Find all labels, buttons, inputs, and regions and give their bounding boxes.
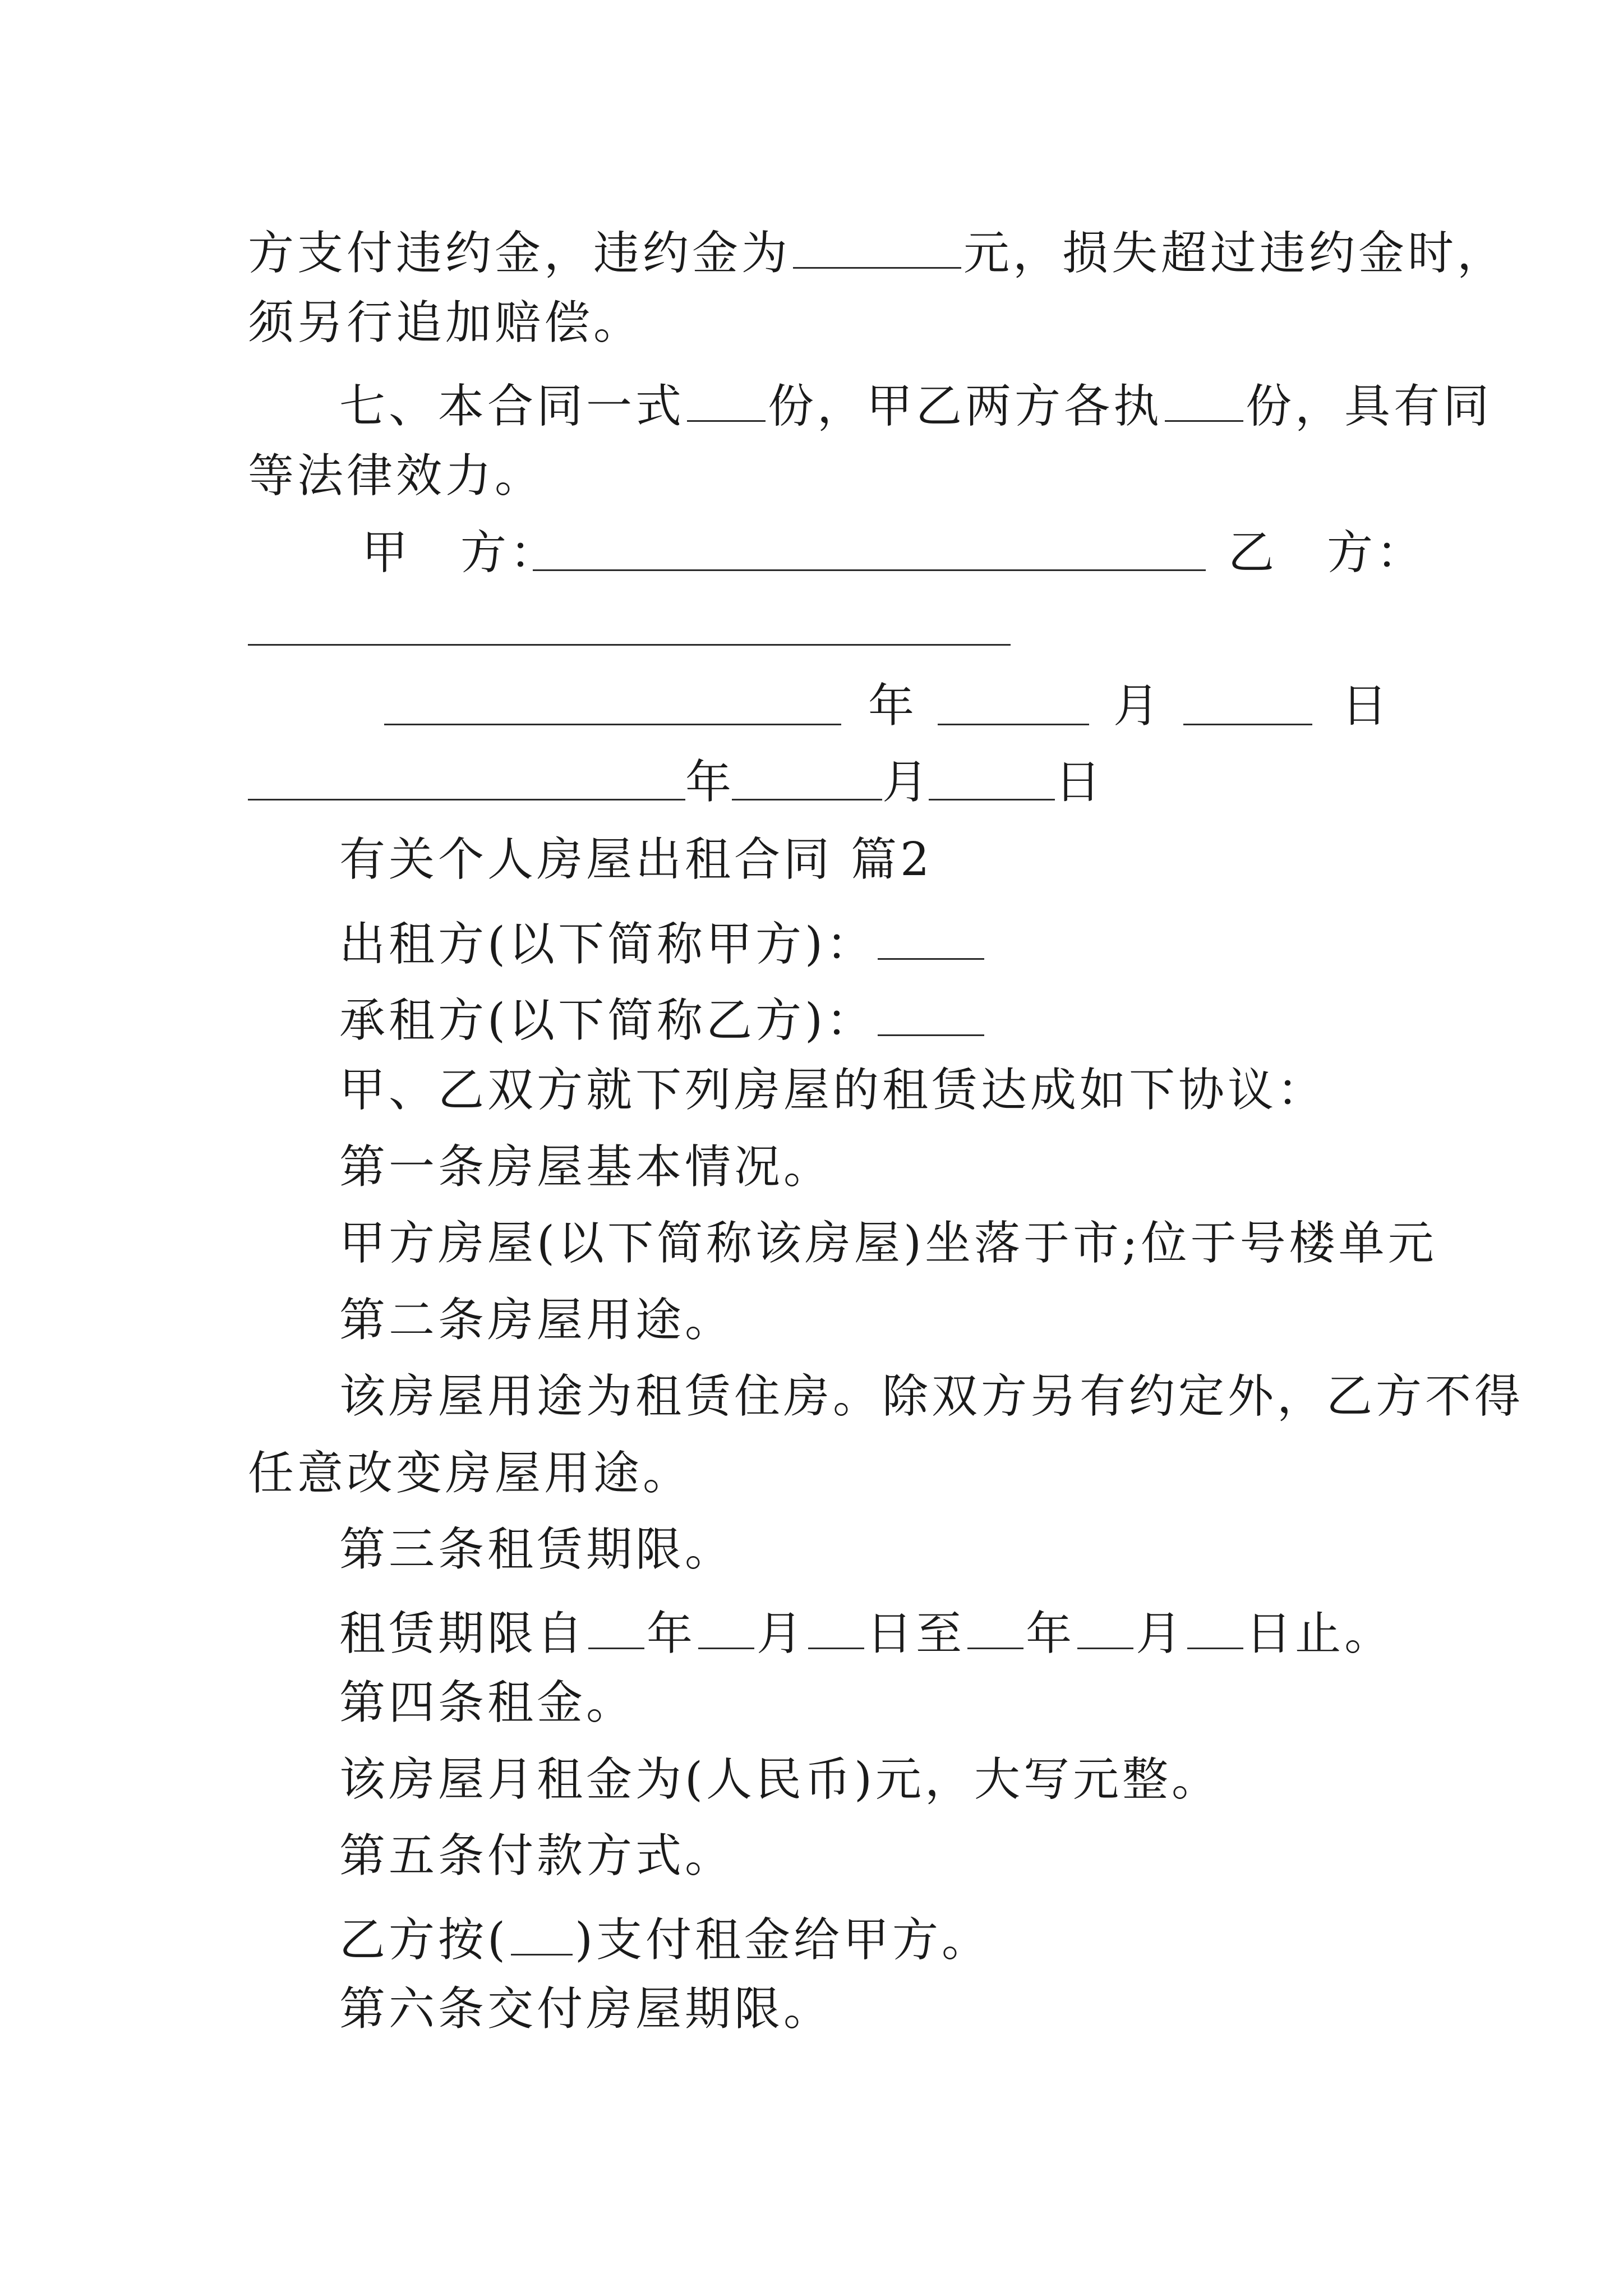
payment-text-b: )支付租金给甲方。: [575, 1913, 991, 1967]
party-a-year-label: 年: [868, 679, 918, 733]
legal-effect-text: 等法律效力。: [248, 449, 545, 503]
lessee-line: [339, 991, 986, 1047]
article-3-text: [339, 1604, 1394, 1660]
copies-total-blank: [687, 376, 766, 422]
start-month-label: 月: [757, 1607, 806, 1660]
article-5-text: [339, 1910, 991, 1967]
clause-compensation-line: [248, 296, 643, 349]
start-day-label: 日至: [866, 1607, 966, 1660]
compensation-text: 须另行追加赔偿。: [248, 296, 643, 349]
article-2-text-1: 该房屋用途为租赁住房。除双方另有约定外，乙方不得: [339, 1370, 1524, 1423]
party-b-signature-line: [248, 644, 1011, 646]
party-b-month-label: 月: [882, 756, 932, 809]
article-4-heading: 第四条租金。: [339, 1676, 636, 1729]
lessor-label: 出租方(以下简称甲方)：: [339, 917, 875, 971]
payment-text-a: 乙方按(: [339, 1913, 509, 1967]
end-day-label: 日止。: [1246, 1607, 1394, 1660]
article-4-text: 该房屋月租金为(人民币)元，大写元整。: [339, 1753, 1221, 1806]
end-day-blank: [1187, 1604, 1243, 1649]
party-a-label: 甲 方：: [362, 526, 560, 579]
party-a-day-label: 日: [1341, 679, 1391, 733]
party-b-date-blank: [248, 799, 685, 800]
party-a-signature-line: [533, 569, 1206, 571]
party-b-day-blank: [929, 799, 1055, 800]
article-1-heading: 第一条房屋基本情况。: [339, 1140, 833, 1194]
start-month-blank: [698, 1604, 754, 1649]
lease-period-label: 租赁期限自: [339, 1607, 587, 1660]
end-year-blank: [967, 1604, 1023, 1649]
copies-each-blank: [1165, 376, 1243, 422]
payment-method-blank: [511, 1910, 573, 1955]
article-1-text: 甲方房屋(以下简称该房屋)坐落于市;位于号楼单元: [339, 1217, 1437, 1270]
start-year-label: 年: [647, 1607, 697, 1660]
penalty-amount-blank: [793, 223, 961, 269]
end-year-label: 年: [1026, 1607, 1076, 1660]
party-a-month-blank: [938, 724, 1089, 725]
article-2-text-2: 任意改变房屋用途。: [248, 1447, 693, 1500]
party-a-date-blank: [384, 724, 841, 725]
end-month-blank: [1077, 1604, 1133, 1649]
party-a-day-blank: [1183, 724, 1312, 725]
lessor-blank: [878, 914, 984, 960]
party-b-year-label: 年: [685, 756, 735, 809]
start-year-blank: [588, 1604, 644, 1649]
start-day-blank: [808, 1604, 864, 1649]
copies-text-a: 七、本合同一式: [339, 379, 685, 433]
party-b-day-label: 日: [1055, 756, 1105, 809]
penalty-text-b: 元，损失超过违约金时，: [963, 226, 1507, 280]
copies-text-b: 份，甲乙两方各执: [768, 379, 1163, 433]
party-b-month-blank: [732, 799, 882, 800]
lessee-label: 承租方(以下简称乙方)：: [339, 993, 875, 1047]
clause-penalty-line: [248, 223, 1507, 280]
lessor-line: [339, 914, 986, 971]
contract-title: 有关个人房屋出租合同 篇2: [339, 833, 933, 886]
article-2-heading: 第二条房屋用途。: [339, 1294, 735, 1347]
intro-line: 甲、乙双方就下列房屋的租赁达成如下协议：: [339, 1064, 1327, 1117]
lessee-blank: [878, 991, 984, 1036]
article-6-heading: 第六条交付房屋期限。: [339, 1982, 833, 2036]
party-a-month-label: 月: [1113, 679, 1163, 733]
party-b-label: 乙 方：: [1228, 526, 1426, 579]
article-5-heading: 第五条付款方式。: [339, 1829, 735, 1883]
penalty-text-a: 方支付违约金，违约金为: [248, 226, 791, 280]
clause-seven-cont: [248, 449, 545, 503]
clause-seven-line: [339, 376, 1493, 433]
end-month-label: 月: [1136, 1607, 1186, 1660]
article-3-heading: 第三条租赁期限。: [339, 1523, 735, 1576]
copies-text-c: 份，具有同: [1246, 379, 1493, 433]
